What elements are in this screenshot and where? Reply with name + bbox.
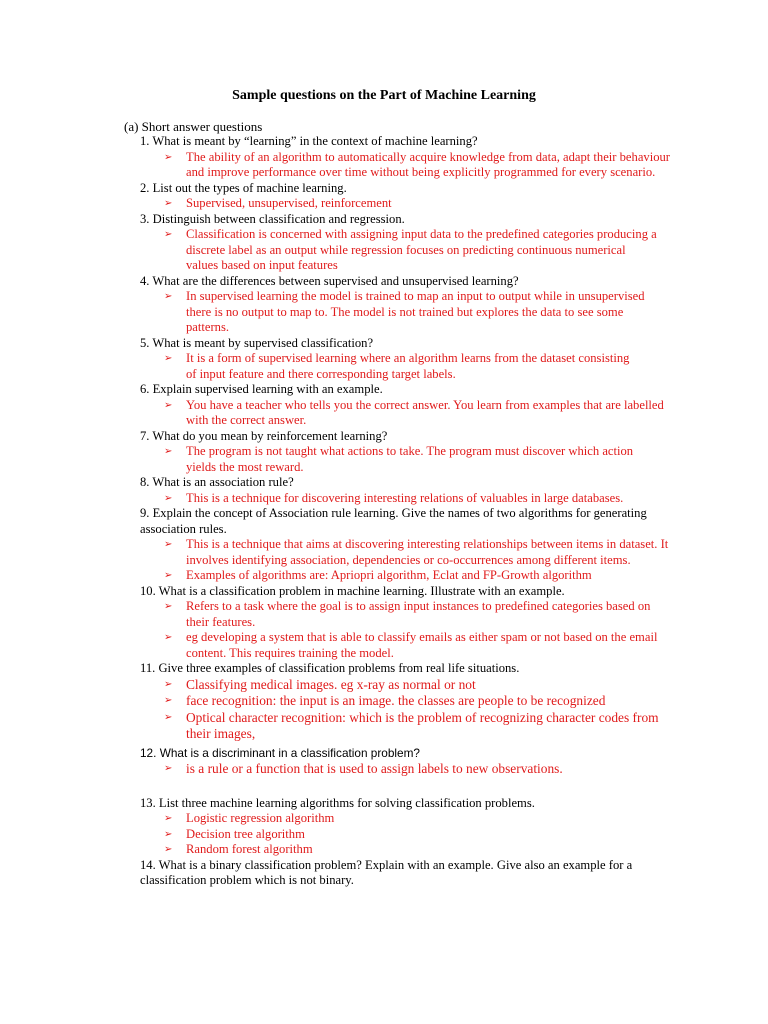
arrow-bullet-icon: ➢ <box>164 711 173 723</box>
arrow-bullet-icon: ➢ <box>164 492 173 504</box>
question-number: 13. <box>140 795 156 810</box>
question-6 <box>140 382 700 398</box>
question-number: 4. <box>140 273 150 288</box>
arrow-bullet-icon: ➢ <box>164 763 173 774</box>
question-text: List out the types of machine learning. <box>152 180 347 195</box>
question-7 <box>140 429 700 445</box>
question-text: What do you mean by reinforcement learning? <box>152 428 388 443</box>
question-number: 2. <box>140 180 150 195</box>
question-13 <box>140 796 700 812</box>
spacer <box>0 778 768 796</box>
answer-2-1 <box>164 196 686 212</box>
arrow-bullet-icon: ➢ <box>164 844 173 855</box>
answer-12-1 <box>164 761 706 778</box>
question-text: Distinguish between classification and regression. <box>152 211 405 226</box>
question-text: Explain the concept of Association rule learning. Give the names of two algorithms for generating association rules. <box>140 506 647 536</box>
question-text: Explain supervised learning with an example. <box>152 382 383 396</box>
answer-13-2 <box>164 826 686 843</box>
answer-text: Random forest algorithm <box>186 842 313 856</box>
arrow-bullet-icon: ➢ <box>164 399 173 411</box>
answer-10-1 <box>164 599 666 630</box>
question-number: 6. <box>140 382 150 396</box>
question-8 <box>140 475 700 491</box>
arrow-bullet-icon: ➢ <box>164 539 173 550</box>
answer-text: The ability of an algorithm to automatically acquire knowledge from data, adapt their behaviour and improve performance over time without being explicitly programmed for every scenario. <box>186 149 670 179</box>
question-number: 5. <box>140 335 150 350</box>
answer-text: face recognition: the input is an image. the classes are people to be recognized <box>186 693 606 708</box>
arrow-bullet-icon: ➢ <box>164 678 173 690</box>
answer-text: Examples of algorithms are: Apriopri algorithm, Eclat and FP-Growth algorithm <box>186 568 592 582</box>
answer-13-1 <box>164 811 686 827</box>
answer-4-1 <box>164 289 666 336</box>
question-9 <box>140 506 660 537</box>
answer-10-2 <box>164 630 666 661</box>
question-number: 1. <box>140 134 150 148</box>
arrow-bullet-icon: ➢ <box>164 813 173 824</box>
question-number: 10. <box>140 583 156 598</box>
answer-text: Classification is concerned with assigning input data to the predefined categories producing a discrete label as an output while regression focuses on predicting continuous numerical values based on input features <box>186 227 657 272</box>
question-10 <box>140 584 700 600</box>
page-title: Sample questions on the Part of Machine Learning <box>232 88 536 103</box>
answer-6-1 <box>164 397 666 429</box>
arrow-bullet-icon: ➢ <box>164 446 173 457</box>
arrow-bullet-icon: ➢ <box>164 570 173 581</box>
question-text: Give three examples of classification problems from real life situations. <box>158 661 520 675</box>
answer-text: Optical character recognition: which is the problem of recognizing character codes from their images, <box>186 709 659 741</box>
question-text: What is meant by supervised classification? <box>152 335 374 350</box>
answer-11-1 <box>164 676 686 694</box>
answer-11-3 <box>164 709 676 743</box>
arrow-bullet-icon: ➢ <box>164 291 173 302</box>
answer-11-2 <box>164 693 706 710</box>
arrow-bullet-icon: ➢ <box>164 601 173 612</box>
answer-text: Refers to a task where the goal is to assign input instances to predefined categories based on their features. <box>186 599 651 629</box>
answer-text: is a rule or a function that is used to assign labels to new observations. <box>186 761 563 776</box>
question-text: What is a binary classification problem? Explain with an example. Give also an example for a classification problem which is not binary. <box>140 857 633 887</box>
answer-9-2 <box>164 568 686 584</box>
answer-text: eg developing a system that is able to classify emails as either spam or not based on the email content. This requires training the model. <box>186 630 658 660</box>
question-number: 3. <box>140 211 150 226</box>
question-4 <box>140 274 700 290</box>
question-text: What is a classification problem in machine learning. Illustrate with an example. <box>158 583 565 598</box>
arrow-bullet-icon: ➢ <box>164 229 173 240</box>
section-heading: (a) Short answer questions <box>124 119 263 134</box>
question-number: 9. <box>140 506 150 520</box>
answer-text: Supervised, unsupervised, reinforcement <box>186 196 392 210</box>
question-text: List three machine learning algorithms for solving classification problems. <box>158 795 535 810</box>
question-number: 11. <box>140 661 156 675</box>
question-text: What is a discriminant in a classification problem? <box>159 745 420 760</box>
answer-5-1 <box>164 351 636 382</box>
question-12 <box>140 746 700 762</box>
question-number: 8. <box>140 475 150 489</box>
arrow-bullet-icon: ➢ <box>164 695 173 706</box>
question-number: 7. <box>140 428 150 443</box>
arrow-bullet-icon: ➢ <box>164 353 173 364</box>
question-3 <box>140 212 700 228</box>
arrow-bullet-icon: ➢ <box>164 632 173 643</box>
answer-text: It is a form of supervised learning where an algorithm learns from the dataset consisting of input feature and there corresponding target labels. <box>186 351 630 381</box>
question-list <box>0 134 768 889</box>
answer-text: Logistic regression algorithm <box>186 811 335 825</box>
answer-7-1 <box>164 444 656 475</box>
question-14 <box>140 858 700 889</box>
question-11 <box>140 661 700 677</box>
answer-13-3 <box>164 842 686 858</box>
answer-text: The program is not taught what actions to take. The program must discover which action yields the most reward. <box>186 444 634 474</box>
answer-3-1 <box>164 227 660 274</box>
answer-text: Classifying medical images. eg x-ray as normal or not <box>186 676 476 692</box>
answer-text: Decision tree algorithm <box>186 826 305 841</box>
answer-text: In supervised learning the model is trained to map an input to output while in unsupervised there is no output to map to. The model is not trained but explores the data to see some patterns. <box>186 289 645 334</box>
arrow-bullet-icon: ➢ <box>164 828 173 840</box>
answer-9-1 <box>164 537 676 568</box>
question-number: 12. <box>140 745 157 760</box>
question-2 <box>140 181 700 197</box>
answer-text: This is a technique for discovering interesting relations of valuables in large databases. <box>186 490 624 505</box>
answer-text: You have a teacher who tells you the correct answer. You learn from examples that are labelled with the correct answer. <box>186 397 664 427</box>
question-5 <box>140 336 700 352</box>
question-number: 14. <box>140 857 156 872</box>
arrow-bullet-icon: ➢ <box>164 198 173 209</box>
question-1 <box>140 134 700 150</box>
arrow-bullet-icon: ➢ <box>164 151 173 163</box>
answer-text: This is a technique that aims at discovering interesting relationships between items in dataset. It involves identifying association, dependencies or co-occurrences among different items. <box>186 537 669 567</box>
answer-8-1 <box>164 490 626 507</box>
answer-1-1 <box>164 149 678 181</box>
question-text: What is an association rule? <box>152 475 294 489</box>
question-text: What are the differences between supervised and unsupervised learning? <box>152 273 519 288</box>
question-text: What is meant by “learning” in the context of machine learning? <box>152 134 478 148</box>
